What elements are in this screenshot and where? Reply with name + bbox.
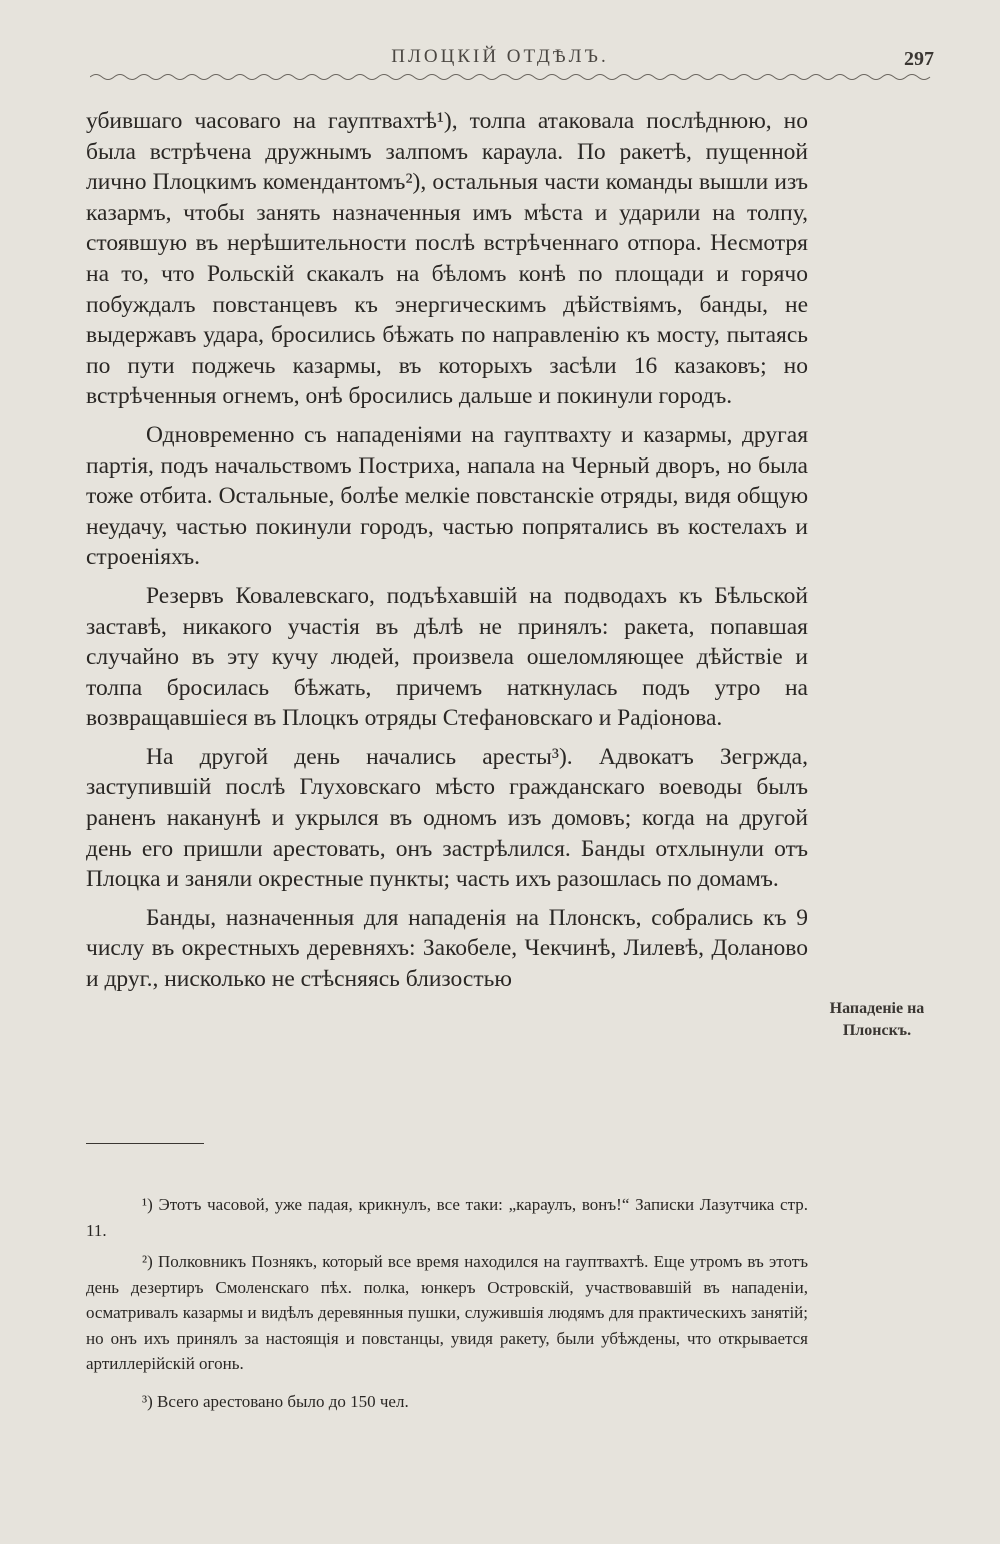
footnotes [86,1192,808,1420]
footnote-1: ¹) Этотъ часовой, уже падая, крикнулъ, все таки: „караулъ, вонъ!“ Записки Лазутчика стр. 11. [86,1195,808,1240]
running-title: ПЛОЦКІЙ ОТДѢЛЪ. [391,46,609,67]
paragraph-5: Банды, назначенныя для нападенія на Плонскъ, собрались къ 9 числу въ окрестныхъ деревняхъ: Закобеле, Чекчинѣ, Лилевѣ, Доланово и друг., нисколько не стѣсняясь близостью [86,904,808,993]
page-number: 297 [904,48,934,70]
margin-note: Нападеніе на Плонскъ. [829,1000,925,1039]
footnote-3: ³) Всего арестовано было до 150 чел. [142,1391,409,1411]
paragraph-3: Резервъ Ковалевскаго, подъѣхавшій на подводахъ къ Бѣльской заставѣ, никакого участія въ дѣлѣ не принялъ: ракета, попавшая случайно въ эту кучу людей, произвела ошеломляющее дѣйствіе и толпа бросилась бѣжать, причемъ наткнулась подъ утро на возвращавшіеся въ Плоцкъ отряды Стефановскаго и Радіонова. [86,582,808,732]
paragraph-1: убившаго часоваго на гауптвахтѣ¹), толпа атаковала послѣднюю, но была встрѣчена дружнымъ залпомъ караула. По ракетѣ, пущенной лично Плоцкимъ комендантомъ²), остальныя части команды вышли изъ казармъ, чтобы занять назначенныя имъ мѣста и ударили на толпу, стоявшую въ нерѣшительности послѣ встрѣченнаго отпора. Несмотря на то, что Рольскій скакалъ на бѣломъ конѣ по площади и горячо побуждалъ повстанцевъ къ энергическимъ дѣйствіямъ, банды, не выдержавъ удара, бросились бѣжать по направленію къ мосту, пытаясь по пути поджечь казармы, въ которыхъ засѣли 16 казаковъ; но встрѣченныя огнемъ, онѣ бросились дальше и покинули городъ. [86,108,808,410]
header-ornament-rule [90,70,932,84]
footnote-separator [86,1143,204,1144]
footnote-2: ²) Полковникъ Познякъ, который все время находился на гауптвахтѣ. Еще утромъ въ этотъ день дезертиръ Смоленскаго пѣх. полка, юнкеръ Островскій, участвовавшій въ нападеніи, осматривалъ казармы и видѣлъ деревянныя пушки, служившія людямъ для практическихъ занятій; но онъ ихъ принялъ за настоящія и повстанцы, увидя ракету, были убѣждены, что открывается артиллерійскій огонь. [86,1252,808,1373]
paragraph-4: На другой день начались аресты³). Адвокатъ Зегржда, заступившій послѣ Глуховскаго мѣсто гражданскаго воеводы былъ раненъ наканунѣ и укрылся въ одномъ изъ домовъ; когда на другой день его пришли арестовать, онъ застрѣлился. Банды отхлынули отъ Плоцка и заняли окрестные пункты; часть ихъ разошлась по домамъ. [86,743,808,893]
main-text [86,106,808,1003]
paragraph-2: Одновременно съ нападеніями на гауптвахту и казармы, другая партія, подъ начальствомъ Постриха, напала на Черный дворъ, но была тоже отбита. Остальные, болѣе мелкіе повстанскіе отряды, видя общую неудачу, частью покинули городъ, частью попрятались въ костелахъ и строеніяхъ. [86,421,808,571]
